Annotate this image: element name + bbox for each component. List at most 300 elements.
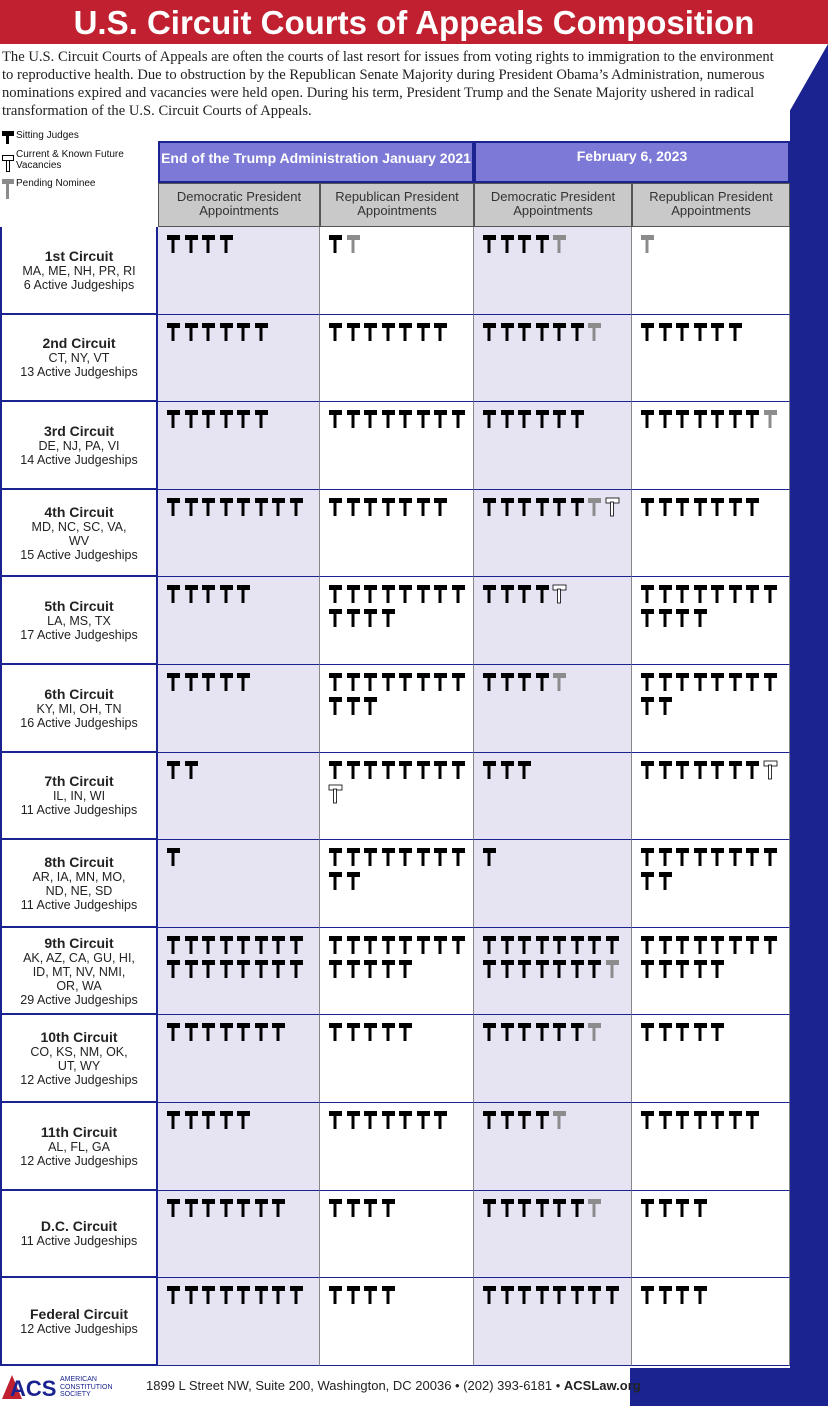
sitting-gavel-icon — [328, 496, 343, 518]
sitting-gavel-icon — [640, 759, 655, 781]
sitting-gavel-icon — [219, 408, 234, 430]
pending-gavel-icon — [552, 1109, 567, 1131]
sitting-gavel-icon — [552, 1021, 567, 1043]
circuit-judgeships: 12 Active Judgeships — [20, 1073, 138, 1088]
sitting-gavel-icon — [416, 321, 431, 343]
sitting-gavel-icon — [728, 759, 743, 781]
sitting-gavel-icon — [552, 1197, 567, 1219]
sitting-gavel-icon — [693, 846, 708, 868]
org-name-line2: CONSTITUTION — [60, 1383, 113, 1391]
circuit-name: 4th Circuit — [44, 503, 114, 520]
sitting-gavel-icon — [289, 496, 304, 518]
sitting-gavel-icon — [346, 408, 361, 430]
col-2021-rep-header: Republican President Appointments — [320, 183, 474, 227]
judge-cell — [474, 1015, 632, 1103]
sitting-gavel-icon — [552, 408, 567, 430]
sitting-gavel-icon — [745, 759, 760, 781]
sitting-gavel-icon — [328, 233, 343, 255]
sitting-gavel-icon — [710, 496, 725, 518]
circuit-states: AL, FL, GA — [48, 1139, 110, 1154]
sitting-gavel-icon — [535, 671, 550, 693]
sitting-gavel-icon — [346, 583, 361, 605]
circuit-label — [0, 577, 158, 665]
sitting-gavel-icon — [710, 408, 725, 430]
sitting-gavel-icon — [640, 1284, 655, 1306]
judge-cell — [632, 928, 790, 1016]
sitting-gavel-icon — [640, 846, 655, 868]
sitting-gavel-icon — [535, 958, 550, 980]
sitting-gavel-icon — [184, 934, 199, 956]
sitting-gavel-icon — [482, 1197, 497, 1219]
sitting-gavel-icon — [166, 583, 181, 605]
sitting-gavel-icon — [381, 934, 396, 956]
sitting-gavel-icon — [535, 1284, 550, 1306]
sitting-gavel-icon — [201, 583, 216, 605]
judge-cell — [474, 315, 632, 403]
circuit-judgeships: 12 Active Judgeships — [20, 1153, 138, 1168]
sitting-gavel-icon — [363, 759, 378, 781]
sitting-gavel-icon — [381, 846, 396, 868]
judge-cell — [158, 753, 320, 841]
judge-cell — [632, 402, 790, 490]
sitting-gavel-icon — [398, 671, 413, 693]
sitting-gavel-icon — [381, 1109, 396, 1131]
sitting-gavel-icon — [184, 1109, 199, 1131]
sitting-gavel-icon — [658, 321, 673, 343]
sitting-gavel-icon — [675, 583, 690, 605]
sitting-gavel-icon — [658, 759, 673, 781]
sitting-gavel-icon — [552, 321, 567, 343]
judge-cell — [158, 227, 320, 315]
sitting-gavel-icon — [693, 1284, 708, 1306]
sitting-gavel-icon — [500, 321, 515, 343]
legend-sitting-label: Sitting Judges — [16, 130, 79, 141]
judge-cell — [474, 840, 632, 928]
sitting-gavel-icon — [640, 583, 655, 605]
sitting-gavel-icon — [517, 1284, 532, 1306]
sitting-gavel-icon — [381, 759, 396, 781]
circuit-label — [0, 1015, 158, 1103]
sitting-gavel-icon — [710, 1021, 725, 1043]
sitting-gavel-icon — [500, 1284, 515, 1306]
sitting-gavel-icon — [728, 321, 743, 343]
sitting-gavel-icon — [693, 1021, 708, 1043]
sitting-gavel-icon — [570, 321, 585, 343]
sitting-gavel-icon — [570, 408, 585, 430]
sitting-gavel-icon — [166, 408, 181, 430]
sitting-gavel-icon — [451, 583, 466, 605]
sitting-gavel-icon — [675, 321, 690, 343]
sitting-gavel-icon — [763, 671, 778, 693]
sitting-gavel-icon — [398, 1021, 413, 1043]
sitting-gavel-icon — [201, 321, 216, 343]
sitting-gavel-icon — [166, 934, 181, 956]
judge-cell — [158, 577, 320, 665]
sitting-gavel-icon — [219, 583, 234, 605]
vacancy-gavel-icon — [552, 583, 567, 605]
judge-cell — [474, 1103, 632, 1191]
sitting-gavel-icon — [346, 695, 361, 717]
sitting-gavel-icon — [693, 1197, 708, 1219]
sitting-gavel-icon — [166, 233, 181, 255]
sitting-gavel-icon — [433, 671, 448, 693]
sitting-gavel-icon — [605, 934, 620, 956]
col-2023-rep-header: Republican President Appointments — [632, 183, 790, 227]
circuit-label — [0, 490, 158, 578]
sitting-gavel-icon — [482, 846, 497, 868]
sitting-gavel-icon — [328, 583, 343, 605]
pending-gavel-icon — [763, 408, 778, 430]
sitting-gavel-icon — [640, 1109, 655, 1131]
vacancy-gavel-icon — [605, 496, 620, 518]
sitting-gavel-icon — [728, 583, 743, 605]
sitting-gavel-icon — [745, 934, 760, 956]
judge-cell — [320, 402, 474, 490]
sitting-gavel-icon — [346, 958, 361, 980]
sitting-gavel-icon — [763, 583, 778, 605]
sitting-gavel-icon — [552, 1284, 567, 1306]
website-link[interactable]: ACSLaw.org — [563, 1378, 641, 1393]
sitting-gavel-icon — [517, 233, 532, 255]
sitting-gavel-icon — [693, 934, 708, 956]
sitting-gavel-icon — [328, 1021, 343, 1043]
sitting-gavel-icon — [433, 934, 448, 956]
sitting-gavel-icon — [451, 671, 466, 693]
page-title: U.S. Circuit Courts of Appeals Composition — [0, 0, 828, 44]
judge-cell — [632, 665, 790, 753]
sitting-gavel-icon — [640, 408, 655, 430]
col-2023-dem-header: Democratic President Appointments — [474, 183, 632, 227]
sitting-gavel-icon — [570, 958, 585, 980]
sitting-gavel-icon — [693, 496, 708, 518]
sitting-gavel-icon — [416, 408, 431, 430]
sitting-gavel-icon — [201, 496, 216, 518]
sitting-gavel-icon — [693, 408, 708, 430]
sitting-gavel-icon — [363, 695, 378, 717]
judge-cell — [632, 1015, 790, 1103]
sitting-gavel-icon — [517, 671, 532, 693]
sitting-gavel-icon — [482, 1284, 497, 1306]
circuit-name: 2nd Circuit — [42, 335, 116, 352]
sitting-gavel-icon — [535, 1197, 550, 1219]
judge-cell — [320, 1103, 474, 1191]
sitting-gavel-icon — [236, 408, 251, 430]
circuit-judgeships: 11 Active Judgeships — [20, 1234, 138, 1249]
judge-cell — [320, 928, 474, 1016]
sitting-gavel-icon — [500, 583, 515, 605]
sitting-gavel-icon — [416, 759, 431, 781]
sitting-gavel-icon — [500, 759, 515, 781]
sitting-gavel-icon — [433, 846, 448, 868]
judge-cell — [632, 315, 790, 403]
sitting-gavel-icon — [381, 408, 396, 430]
sitting-gavel-icon — [219, 958, 234, 980]
sitting-gavel-icon — [201, 233, 216, 255]
sitting-gavel-icon — [381, 671, 396, 693]
sitting-gavel-icon — [184, 1197, 199, 1219]
sitting-gavel-icon — [517, 408, 532, 430]
circuit-name: 8th Circuit — [44, 853, 114, 870]
sitting-gavel-icon — [289, 1284, 304, 1306]
sitting-gavel-icon — [346, 1021, 361, 1043]
sitting-gavel-icon — [166, 671, 181, 693]
sitting-gavel-icon — [433, 408, 448, 430]
sitting-gavel-icon — [328, 759, 343, 781]
sitting-gavel-icon — [254, 1284, 269, 1306]
sitting-gavel-icon — [728, 846, 743, 868]
circuit-judgeships: 6 Active Judgeships — [23, 277, 135, 292]
sitting-gavel-icon — [254, 408, 269, 430]
judge-cell — [158, 1191, 320, 1279]
sitting-gavel-icon — [219, 496, 234, 518]
circuit-states: MD, NC, SC, VA, WV — [31, 519, 127, 548]
sitting-gavel-icon — [640, 695, 655, 717]
sitting-gavel-icon — [328, 870, 343, 892]
sitting-gavel-icon — [500, 1197, 515, 1219]
sitting-gavel-icon — [346, 1197, 361, 1219]
sitting-gavel-icon — [570, 934, 585, 956]
sitting-gavel-icon — [710, 1109, 725, 1131]
sitting-gavel-icon — [710, 934, 725, 956]
sitting-gavel-icon — [745, 496, 760, 518]
sitting-gavel-icon — [346, 1284, 361, 1306]
judge-cell — [474, 753, 632, 841]
sitting-gavel-icon — [381, 607, 396, 629]
sitting-gavel-icon — [710, 759, 725, 781]
sitting-gavel-icon — [482, 496, 497, 518]
circuit-judgeships: 29 Active Judgeships — [20, 992, 138, 1007]
pending-gavel-icon — [552, 671, 567, 693]
sitting-gavel-icon — [363, 321, 378, 343]
sitting-gavel-icon — [328, 846, 343, 868]
circuit-label — [0, 928, 158, 1016]
sitting-gavel-icon — [289, 934, 304, 956]
sitting-gavel-icon — [658, 846, 673, 868]
sitting-gavel-icon — [535, 408, 550, 430]
sitting-gavel-icon — [328, 671, 343, 693]
sitting-gavel-icon — [236, 934, 251, 956]
sitting-gavel-icon — [500, 958, 515, 980]
sitting-gavel-icon — [346, 870, 361, 892]
judge-cell — [632, 577, 790, 665]
sitting-gavel-icon — [658, 1021, 673, 1043]
sitting-gavel-icon — [500, 408, 515, 430]
judge-cell — [632, 1278, 790, 1366]
sitting-gavel-icon — [346, 759, 361, 781]
sitting-gavel-icon — [219, 1284, 234, 1306]
sitting-gavel-icon — [381, 1284, 396, 1306]
circuit-label — [0, 402, 158, 490]
sitting-gavel-icon — [535, 1021, 550, 1043]
circuit-states: MA, ME, NH, PR, RI — [22, 263, 136, 278]
judge-cell — [158, 928, 320, 1016]
sitting-gavel-icon — [363, 846, 378, 868]
sitting-gavel-icon — [728, 671, 743, 693]
sitting-gavel-icon — [346, 1109, 361, 1131]
acs-logo — [2, 1375, 58, 1404]
sitting-gavel-icon — [166, 1197, 181, 1219]
sitting-gavel-icon — [693, 607, 708, 629]
circuit-states: DE, NJ, PA, VI — [38, 438, 120, 453]
judge-cell — [320, 840, 474, 928]
sitting-gavel-icon — [219, 1109, 234, 1131]
legend-pending-label: Pending Nominee — [16, 178, 96, 189]
sitting-gavel-icon — [570, 1284, 585, 1306]
sitting-gavel-icon — [328, 1109, 343, 1131]
sitting-gavel-icon — [381, 321, 396, 343]
sitting-gavel-icon — [433, 759, 448, 781]
sitting-gavel-icon — [433, 1109, 448, 1131]
sitting-gavel-icon — [166, 846, 181, 868]
circuit-states: KY, MI, OH, TN — [36, 701, 122, 716]
sitting-gavel-icon — [363, 1021, 378, 1043]
judge-cell — [632, 840, 790, 928]
sitting-gavel-icon — [570, 496, 585, 518]
pending-gavel-icon — [640, 233, 655, 255]
sitting-gavel-icon — [658, 1284, 673, 1306]
sitting-gavel-icon — [658, 695, 673, 717]
sitting-gavel-icon — [675, 1021, 690, 1043]
sitting-gavel-icon — [328, 695, 343, 717]
sitting-gavel-icon — [271, 1197, 286, 1219]
sitting-gavel-icon — [640, 607, 655, 629]
sitting-gavel-icon — [640, 671, 655, 693]
sitting-gavel-icon — [500, 1109, 515, 1131]
sitting-gavel-icon — [640, 870, 655, 892]
judge-cell — [474, 577, 632, 665]
sitting-gavel-icon — [219, 671, 234, 693]
sitting-gavel-icon — [640, 1197, 655, 1219]
circuit-label — [0, 665, 158, 753]
sitting-gavel-icon — [398, 321, 413, 343]
circuit-judgeships: 14 Active Judgeships — [20, 452, 138, 467]
pending-gavel-icon — [605, 958, 620, 980]
circuit-states: CO, KS, NM, OK, UT, WY — [30, 1045, 128, 1074]
sitting-gavel-icon — [346, 934, 361, 956]
circuit-states: IL, IN, WI — [52, 789, 106, 804]
sitting-gavel-icon — [728, 496, 743, 518]
sitting-gavel-icon — [166, 321, 181, 343]
pending-gavel-icon — [587, 321, 602, 343]
sitting-gavel-icon — [416, 496, 431, 518]
sitting-gavel-icon — [500, 1021, 515, 1043]
sitting-gavel-icon — [184, 408, 199, 430]
sitting-gavel-icon — [675, 496, 690, 518]
org-name-line3: SOCIETY — [60, 1391, 91, 1398]
judge-cell — [320, 315, 474, 403]
sitting-gavel-icon — [289, 958, 304, 980]
sitting-gavel-icon — [517, 1197, 532, 1219]
sitting-gavel-icon — [745, 846, 760, 868]
sitting-gavel-icon — [184, 1284, 199, 1306]
sitting-gavel-icon — [363, 1284, 378, 1306]
sitting-gavel-icon — [517, 958, 532, 980]
sitting-gavel-icon — [693, 321, 708, 343]
pending-gavel-icon — [587, 1197, 602, 1219]
sitting-gavel-icon — [398, 934, 413, 956]
sitting-gavel-icon — [184, 233, 199, 255]
circuit-name: 7th Circuit — [44, 773, 114, 790]
sitting-gavel-icon — [658, 583, 673, 605]
sitting-gavel-icon — [184, 496, 199, 518]
sitting-gavel-icon — [219, 321, 234, 343]
sitting-gavel-icon — [166, 958, 181, 980]
sitting-gavel-icon — [658, 496, 673, 518]
sitting-gavel-icon — [658, 1109, 673, 1131]
sitting-gavel-icon — [517, 583, 532, 605]
sitting-gavel-icon — [166, 1021, 181, 1043]
side-band-notch — [788, 44, 828, 114]
sitting-gavel-icon — [433, 496, 448, 518]
judge-cell — [474, 1278, 632, 1366]
footer-band-decoration — [630, 1368, 828, 1406]
sitting-gavel-icon — [517, 934, 532, 956]
circuit-name: 11th Circuit — [40, 1123, 118, 1140]
circuit-judgeships: 17 Active Judgeships — [20, 628, 138, 643]
circuit-label — [0, 753, 158, 841]
sitting-gavel-icon — [675, 1197, 690, 1219]
sitting-gavel-icon — [398, 759, 413, 781]
sitting-gavel-icon — [236, 1284, 251, 1306]
sitting-gavel-icon — [535, 583, 550, 605]
circuit-name: 5th Circuit — [44, 598, 114, 615]
sitting-gavel-icon — [381, 1197, 396, 1219]
sitting-gavel-icon — [236, 958, 251, 980]
circuit-label — [0, 840, 158, 928]
sitting-gavel-icon — [658, 1197, 673, 1219]
sitting-gavel-icon — [745, 1109, 760, 1131]
circuit-label — [0, 315, 158, 403]
pending-gavel-icon — [552, 233, 567, 255]
judge-cell — [320, 227, 474, 315]
sitting-gavel-icon — [658, 870, 673, 892]
sitting-gavel-icon — [271, 958, 286, 980]
sitting-gavel-icon — [693, 1109, 708, 1131]
sitting-gavel-icon — [710, 846, 725, 868]
sitting-gavel-icon — [605, 1284, 620, 1306]
sitting-gavel-icon — [254, 1021, 269, 1043]
judge-cell — [474, 928, 632, 1016]
side-band-decoration — [790, 44, 828, 1370]
sitting-gavel-icon — [451, 759, 466, 781]
sitting-gavel-icon — [201, 671, 216, 693]
address-text: 1899 L Street NW, Suite 200, Washington, DC 20036 • (202) 393-6181 • — [146, 1378, 564, 1393]
sitting-gavel-icon — [535, 934, 550, 956]
judge-cell — [320, 1278, 474, 1366]
sitting-gavel-icon — [640, 321, 655, 343]
sitting-gavel-icon — [693, 958, 708, 980]
sitting-gavel-icon — [416, 671, 431, 693]
sitting-gavel-icon — [587, 1284, 602, 1306]
sitting-gavel-icon — [675, 1109, 690, 1131]
circuit-states: CT, NY, VT — [48, 351, 110, 366]
circuit-judgeships: 11 Active Judgeships — [20, 897, 138, 912]
sitting-gavel-icon — [451, 846, 466, 868]
sitting-gavel-icon — [184, 671, 199, 693]
sitting-gavel-icon — [552, 958, 567, 980]
sitting-gavel-icon — [184, 583, 199, 605]
sitting-gavel-icon — [236, 583, 251, 605]
sitting-gavel-icon — [482, 934, 497, 956]
judge-cell — [474, 490, 632, 578]
sitting-gavel-icon — [201, 1197, 216, 1219]
sitting-gavel-icon — [517, 496, 532, 518]
judge-cell — [632, 227, 790, 315]
sitting-gavel-icon — [675, 408, 690, 430]
sitting-gavel-icon — [184, 759, 199, 781]
circuit-states: AK, AZ, CA, GU, HI, ID, MT, NV, NMI, OR, WA — [23, 950, 135, 993]
sitting-gavel-icon — [381, 496, 396, 518]
